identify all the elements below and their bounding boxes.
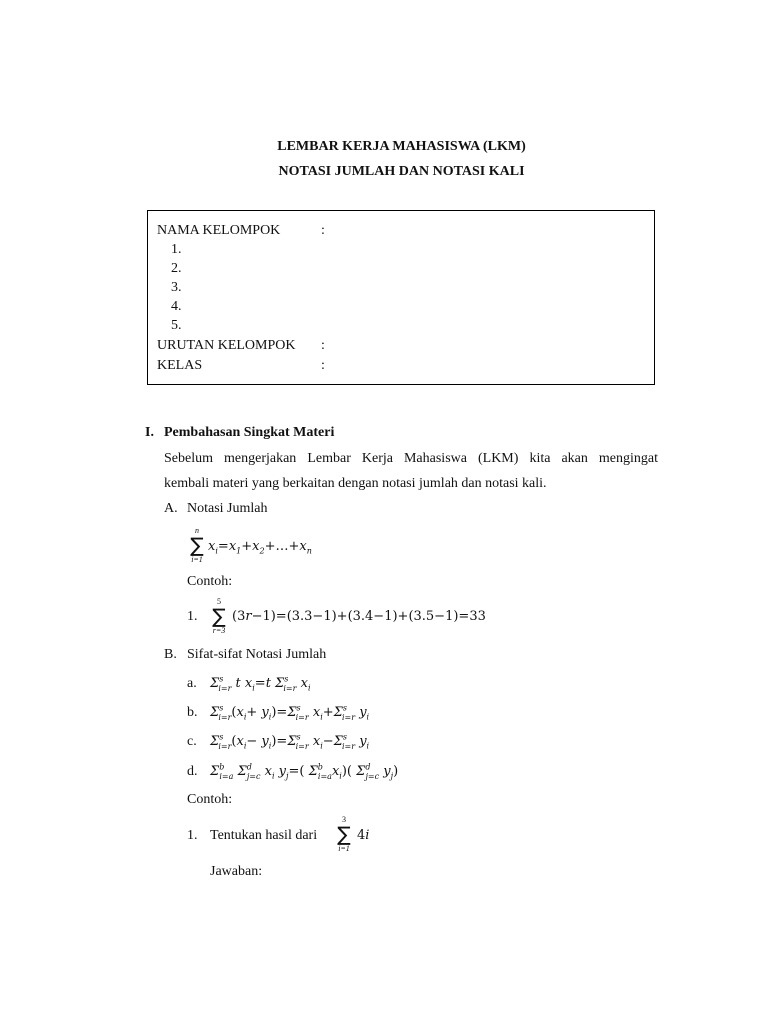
example-upper-limit: 5 bbox=[217, 597, 221, 606]
question-sum bbox=[333, 815, 355, 853]
property-a-formula: $\Sigma^s_{i=r}$ t $x_i=t$ $\Sigma^s_{i=r}$ $x_i$ bbox=[210, 674, 311, 693]
sum-lower-limit: i=1 bbox=[191, 555, 203, 564]
sigma-icon: ∑ bbox=[212, 604, 226, 628]
member-3: 3. bbox=[171, 280, 182, 295]
property-c-label: c. bbox=[187, 734, 197, 749]
sum-upper-limit: n bbox=[195, 526, 199, 535]
answer-label: Jawaban: bbox=[210, 864, 263, 879]
section-heading: Pembahasan Singkat Materi bbox=[164, 425, 335, 440]
member-2: 2. bbox=[171, 261, 182, 276]
sigma-icon: ∑ bbox=[337, 822, 351, 846]
example-a-number: 1. bbox=[187, 609, 198, 624]
property-b-label: b. bbox=[187, 705, 198, 720]
sub-b-letter: B. bbox=[164, 647, 177, 662]
member-1: 1. bbox=[171, 242, 182, 257]
member-4: 4. bbox=[171, 299, 182, 314]
question-text: Tentukan hasil dari bbox=[210, 828, 318, 843]
title-line-1: LEMBAR KERJA MAHASISWA (LKM) bbox=[277, 139, 526, 154]
question-lower-limit: i=1 bbox=[338, 844, 350, 853]
nama-kelompok-label: NAMA KELOMPOK bbox=[157, 223, 281, 238]
property-a-label: a. bbox=[187, 676, 197, 691]
property-c-formula: $\Sigma^s_{i=r}(x_i- y_i)=\Sigma^s_{i=r}$ $x_i-\Sigma^s_{i=r}$ $y_i$ bbox=[210, 732, 370, 751]
example-a-body: (3r−1)=(3.3−1)+(3.4−1)+(3.5−1)=33 bbox=[232, 609, 486, 624]
sum-formula bbox=[186, 526, 208, 564]
property-d-formula: $\Sigma^b_{i=a}$ $\Sigma^d_{j=c}$ $x_i$ $y_j=$( $\Sigma^b_{i=a}x_i$)( $\Sigma^d_{j=c}$ $y_j$) bbox=[210, 762, 399, 781]
kelas-colon: : bbox=[321, 358, 325, 373]
question-body: 4i bbox=[357, 828, 370, 843]
sum-formula-body: $x_i=x_1+x_2+\dots+x_n$ bbox=[208, 539, 312, 556]
contoh-b-label: Contoh: bbox=[187, 792, 233, 807]
question-number: 1. bbox=[187, 828, 198, 843]
example-sum bbox=[208, 597, 230, 635]
question-upper-limit: 3 bbox=[342, 815, 346, 824]
member-5: 5. bbox=[171, 318, 182, 333]
sub-a-title: Notasi Jumlah bbox=[187, 501, 268, 516]
example-lower-limit: r=3 bbox=[212, 626, 226, 635]
property-d-label: d. bbox=[187, 764, 198, 779]
title-line-2: NOTASI JUMLAH DAN NOTASI KALI bbox=[278, 164, 525, 179]
property-b-formula: $\Sigma^s_{i=r}(x_i+ y_i)=\Sigma^s_{i=r}$ $x_i+\Sigma^s_{i=r}$ $y_i$ bbox=[210, 703, 370, 722]
nama-kelompok-colon: : bbox=[321, 223, 325, 238]
intro-line-1: Sebelum mengerjakan Lembar Kerja Mahasiswa (LKM) kita akan mengingat bbox=[164, 451, 658, 466]
sigma-icon: ∑ bbox=[190, 533, 204, 557]
kelas-label: KELAS bbox=[157, 358, 203, 373]
urutan-kelompok-colon: : bbox=[321, 338, 325, 353]
sub-a-letter: A. bbox=[164, 501, 178, 516]
sub-b-title: Sifat-sifat Notasi Jumlah bbox=[187, 647, 327, 662]
contoh-a-label: Contoh: bbox=[187, 574, 233, 589]
intro-line-2: kembali materi yang berkaitan dengan notasi jumlah dan notasi kali. bbox=[164, 476, 547, 491]
urutan-kelompok-label: URUTAN KELOMPOK bbox=[157, 338, 296, 353]
section-number: I. bbox=[145, 425, 154, 440]
